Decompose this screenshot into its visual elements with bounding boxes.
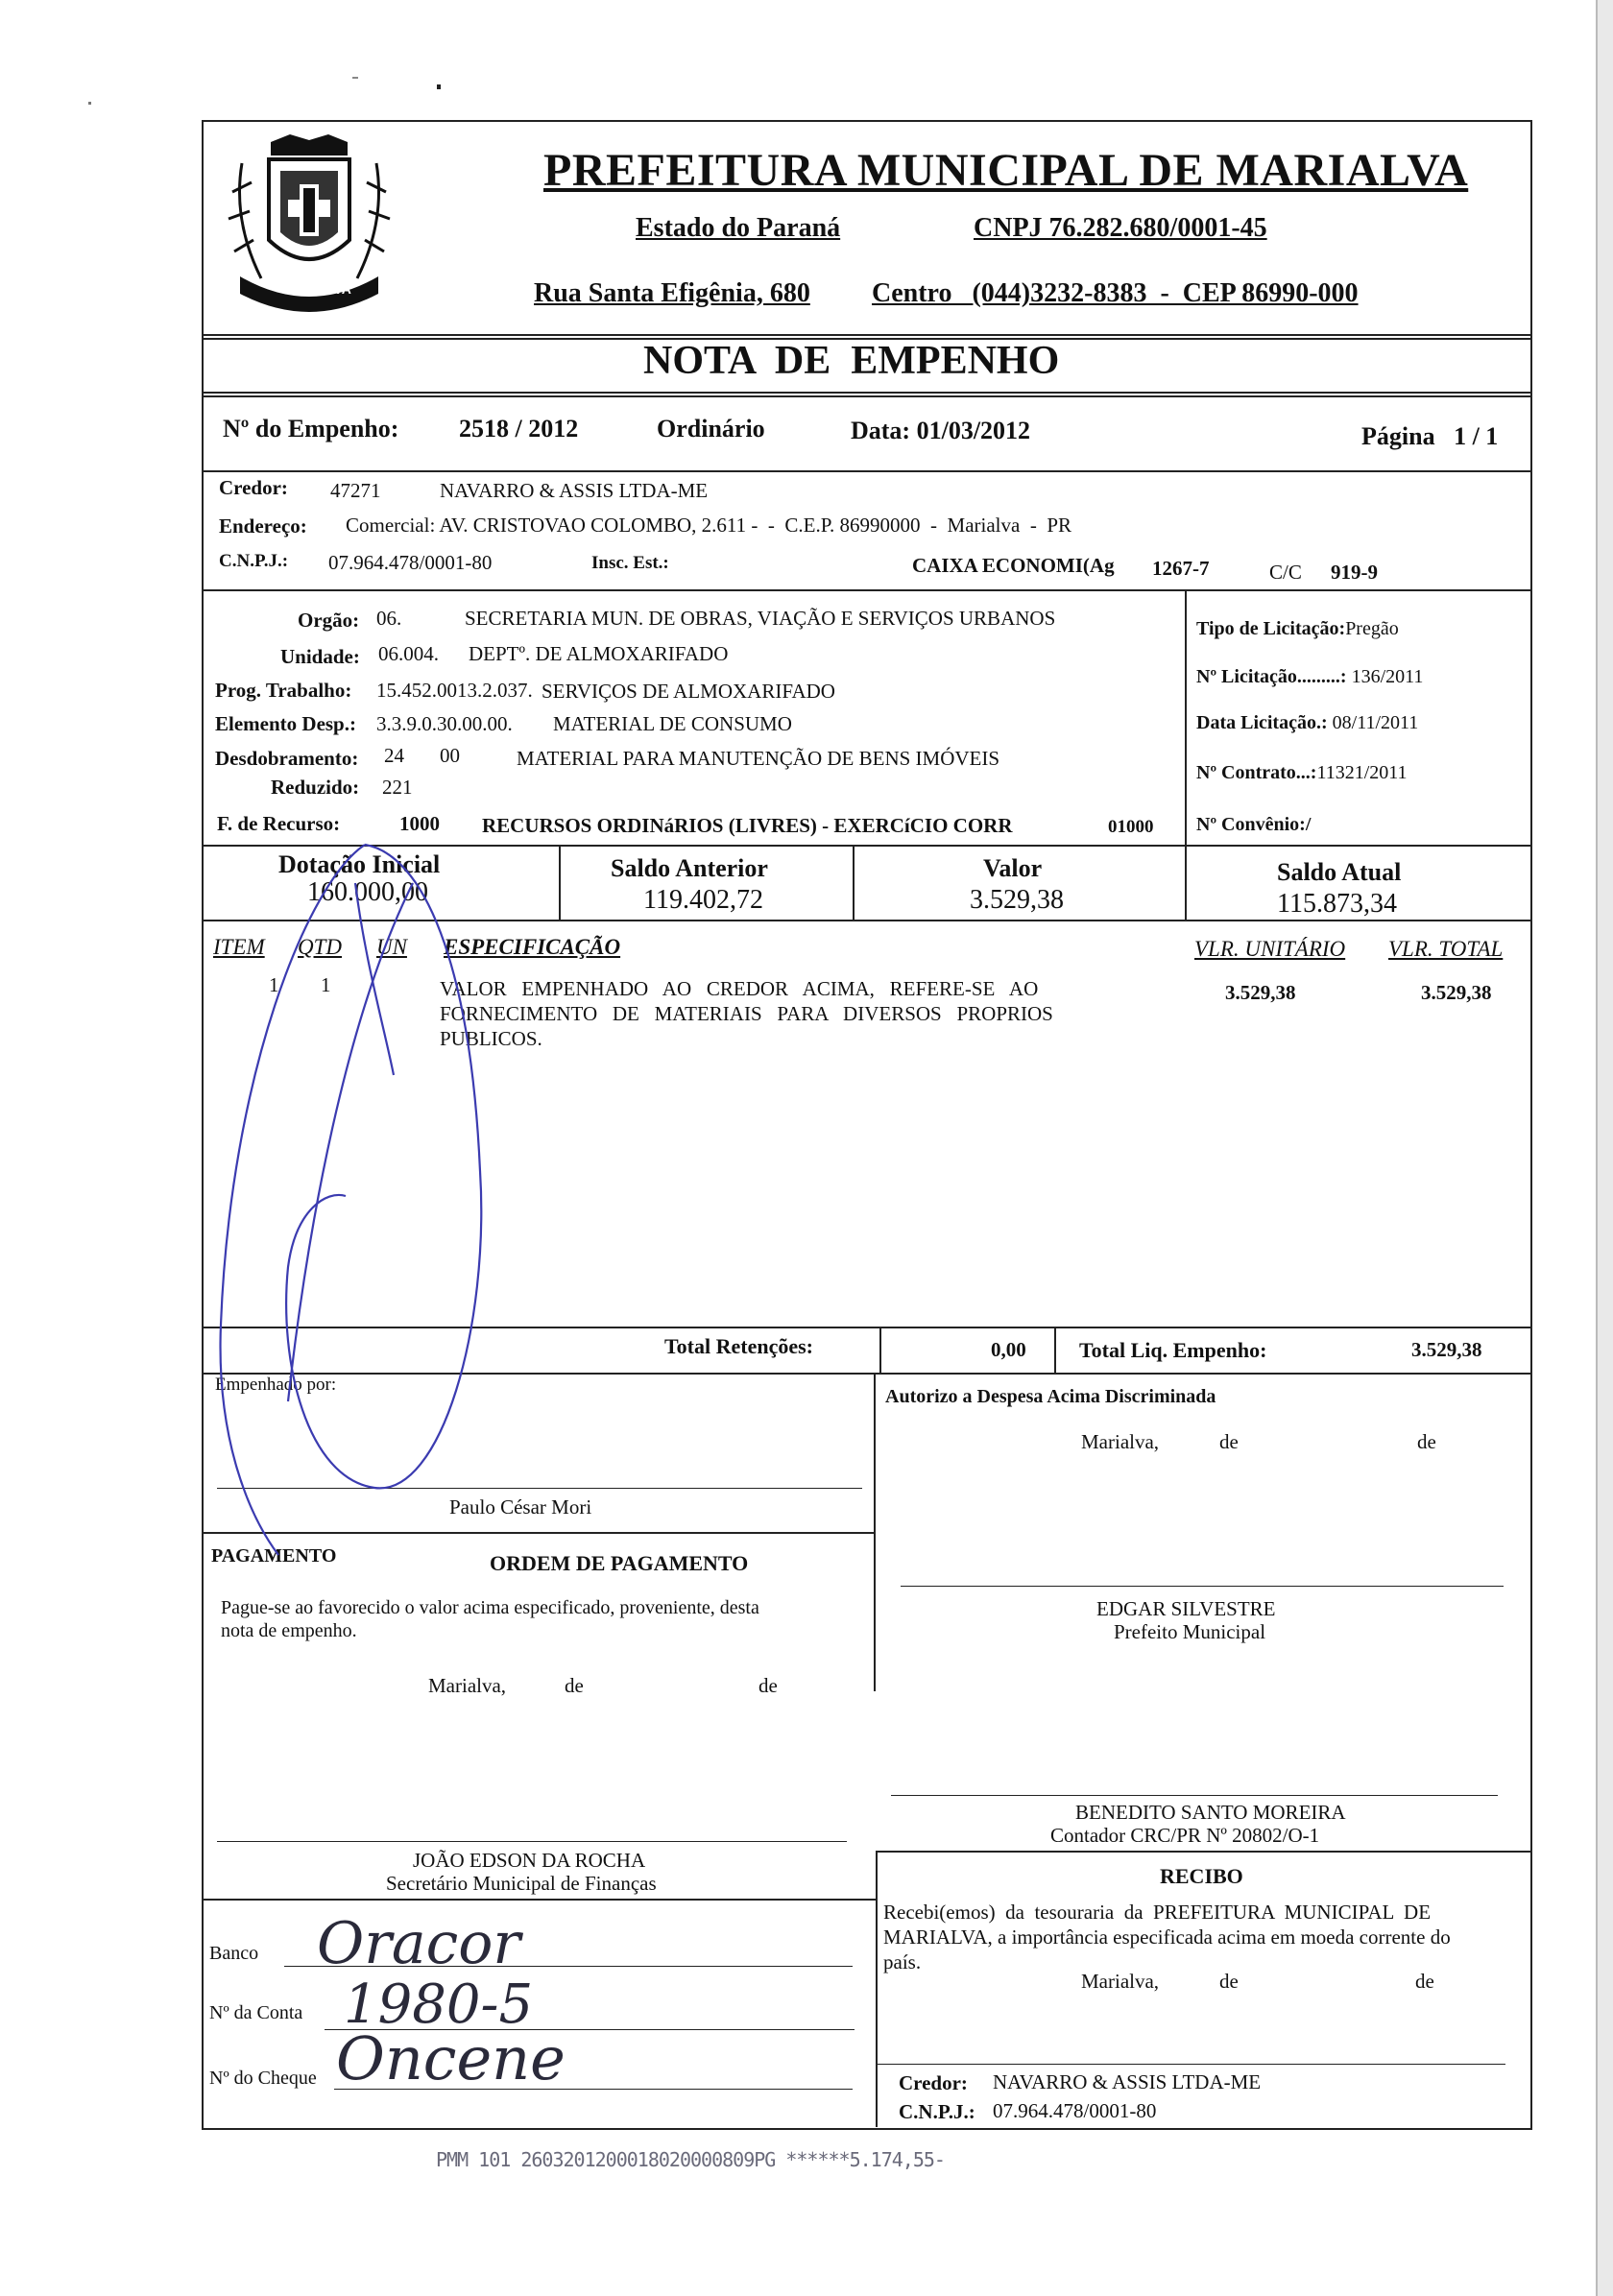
conta-label: Nº da Conta [209, 2002, 303, 2023]
crest-ribbon-text: MARIALVA [282, 281, 351, 297]
autorizo-place: Marialva, [1081, 1430, 1160, 1453]
ordem-pagamento-title: ORDEM DE PAGAMENTO [490, 1551, 749, 1575]
accountant-name: BENEDITO SANTO MOREIRA [1075, 1801, 1346, 1824]
banco-handwriting: Oracor [317, 1910, 521, 1977]
empenho-number: 2518 / 2012 [459, 415, 579, 442]
row-total-value: 3.529,38 [1421, 981, 1492, 1004]
row-spec-line1: VALOR EMPENHADO AO CREDOR ACIMA, REFERE-SE AO [440, 977, 1039, 1000]
pagamento-text1: Pague-se ao favorecido o valor acima especificado, proveniente, desta [221, 1597, 759, 1618]
insc-label: Insc. Est.: [591, 553, 669, 573]
mayor-name: EDGAR SILVESTRE [1096, 1597, 1276, 1620]
saldo-anterior-label: Saldo Anterior [611, 854, 768, 882]
saldo-atual-value: 115.873,34 [1277, 889, 1397, 919]
recibo-de2: de [1415, 1970, 1434, 1993]
empenho-type: Ordinário [657, 415, 765, 442]
recurso-code2: 01000 [1108, 817, 1154, 837]
address-field-label: Endereço: [219, 514, 307, 538]
empenhado-por-label: Empenhado por: [215, 1375, 337, 1395]
secretary-title: Secretário Municipal de Finanças [386, 1872, 657, 1895]
banco-label: Banco [209, 1943, 259, 1964]
document-title: NOTA DE EMPENHO [643, 339, 1060, 383]
state-label: Estado do Paraná [636, 213, 841, 243]
elemento-code: 3.3.9.0.30.00.00. [376, 712, 513, 735]
liq-empenho-value: 3.529,38 [1411, 1338, 1482, 1361]
page-number: Página 1 / 1 [1361, 422, 1499, 450]
pagamento-place: Marialva, [428, 1674, 507, 1697]
licitacao-type-label: Tipo de Licitação:Pregão [1196, 618, 1399, 639]
pagamento-text2: nota de empenho. [221, 1620, 357, 1641]
recibo-title: RECIBO [1160, 1864, 1243, 1888]
recibo-credor-name: NAVARRO & ASSIS LTDA-ME [993, 2070, 1262, 2093]
saldo-atual-label: Saldo Atual [1277, 858, 1402, 886]
col-vlr-total: VLR. TOTAL [1388, 937, 1504, 961]
recurso-desc: RECURSOS ORDINáRIOS (LIVRES) - EXERCíCIO CORR [482, 814, 1013, 837]
address-label: Rua Santa Efigênia, 680 [534, 278, 810, 308]
reduzido-code: 221 [382, 776, 413, 799]
col-item: ITEM [213, 935, 265, 959]
reduzido-label: Reduzido: [271, 776, 360, 799]
secretary-name: JOÃO EDSON DA ROCHA [413, 1849, 646, 1872]
credor-address: Comercial: AV. CRISTOVAO COLOMBO, 2.611 - - C.E.P. 86990000 - Marialva - PR [346, 514, 1072, 537]
elemento-label: Elemento Desp.: [215, 712, 356, 735]
autorizo-label: Autorizo a Despesa Acima Discriminada [885, 1386, 1216, 1407]
desdobramento-label: Desdobramento: [215, 747, 359, 770]
cnpj-field-label: C.N.P.J.: [219, 551, 289, 571]
saldo-anterior-value: 119.402,72 [643, 885, 763, 915]
autorizo-de2: de [1417, 1430, 1436, 1453]
row-spec-line2: FORNECIMENTO DE MATERIAIS PARA DIVERSOS PROPRIOS [440, 1002, 1053, 1025]
dotacao-value: 160.000,00 [307, 877, 428, 907]
ink-annotation [192, 825, 691, 1574]
cc-number: 919-9 [1331, 561, 1378, 584]
unidade-desc: DEPTº. DE ALMOXARIFADO [469, 642, 729, 665]
recurso-label: F. de Recurso: [217, 812, 341, 835]
scan-speck [88, 102, 91, 105]
retencoes-value: 0,00 [991, 1338, 1026, 1361]
col-especificacao: ESPECIFICAÇÃO [444, 935, 621, 959]
pagamento-de1: de [565, 1674, 584, 1697]
scan-speck [352, 77, 358, 79]
row-qtd: 1 [321, 973, 331, 996]
contrato-label: Nº Contrato...:11321/2011 [1196, 762, 1408, 783]
prog-label: Prog. Trabalho: [215, 679, 352, 702]
credor-label: Credor: [219, 476, 288, 499]
convenio-label: Nº Convênio:/ [1196, 814, 1312, 835]
phone-cep-label: Centro (044)3232-8383 - CEP 86990-000 [872, 278, 1359, 308]
recibo-place: Marialva, [1081, 1970, 1160, 1993]
desdobramento-code2: 00 [440, 744, 460, 767]
recibo-credor-label: Credor: [899, 2071, 968, 2094]
scan-speck [437, 84, 441, 89]
cc-label: C/C [1269, 561, 1302, 584]
mayor-title: Prefeito Municipal [1114, 1620, 1266, 1643]
pagamento-de2: de [758, 1674, 778, 1697]
empenhado-signer: Paulo César Mori [449, 1495, 592, 1519]
bank-name: CAIXA ECONOMI(Ag [912, 554, 1115, 577]
empenho-date: Data: 01/03/2012 [851, 417, 1031, 444]
valor-label: Valor [983, 854, 1043, 882]
payment-stamp: PMM 101 2603201200018020000809PG ******5.174,55- [436, 2148, 945, 2171]
credor-cnpj: 07.964.478/0001-80 [328, 551, 493, 574]
row-spec-line3: PUBLICOS. [440, 1027, 542, 1050]
cnpj-label: CNPJ 76.282.680/0001-45 [974, 213, 1267, 243]
cheque-label: Nº do Cheque [209, 2068, 317, 2089]
col-qtd: QTD [298, 935, 343, 959]
recibo-text3: país. [883, 1950, 922, 1973]
recurso-code: 1000 [399, 812, 440, 835]
col-un: UN [376, 935, 407, 959]
conta-handwriting: 1980-5 [344, 1973, 534, 2036]
licitacao-number-label: Nº Licitação.........: 136/2011 [1196, 666, 1424, 687]
pagamento-label: PAGAMENTO [211, 1545, 337, 1567]
row-item: 1 [269, 973, 279, 996]
cheque-handwriting: Oncene [336, 2023, 566, 2093]
recibo-de1: de [1219, 1970, 1239, 1993]
elemento-desc: MATERIAL DE CONSUMO [553, 712, 792, 735]
crest-logo [213, 125, 405, 322]
dotacao-label: Dotação Inicial [278, 850, 441, 878]
bank-agency: 1267-7 [1152, 557, 1210, 580]
orgao-desc: SECRETARIA MUN. DE OBRAS, VIAÇÃO E SERVIÇOS URBANOS [465, 607, 1056, 630]
credor-name: NAVARRO & ASSIS LTDA-ME [440, 479, 709, 502]
prog-code: 15.452.0013.2.037. [376, 679, 533, 702]
recibo-text2: MARIALVA, a importância especificada acima em moeda corrente do [883, 1925, 1451, 1949]
unidade-code: 06.004. [378, 642, 439, 665]
recibo-text1: Recebi(emos) da tesouraria da PREFEITURA MUNICIPAL DE [883, 1901, 1432, 1924]
desdobramento-code: 24 [384, 744, 404, 767]
scan-edge [1596, 0, 1613, 2296]
row-unit-value: 3.529,38 [1225, 981, 1296, 1004]
retencoes-label: Total Retenções: [664, 1334, 813, 1358]
recibo-cnpj-label: C.N.P.J.: [899, 2100, 975, 2123]
desdobramento-desc: MATERIAL PARA MANUTENÇÃO DE BENS IMÓVEIS [517, 747, 1000, 770]
orgao-code: 06. [376, 607, 402, 630]
municipality-title: PREFEITURA MUNICIPAL DE MARIALVA [543, 145, 1469, 196]
valor-value: 3.529,38 [970, 885, 1064, 915]
autorizo-de1: de [1219, 1430, 1239, 1453]
prog-desc: SERVIÇOS DE ALMOXARIFADO [542, 680, 835, 703]
credor-code: 47271 [330, 479, 381, 502]
accountant-title: Contador CRC/PR Nº 20802/O-1 [1050, 1824, 1320, 1847]
col-vlr-unitario: VLR. UNITÁRIO [1194, 937, 1346, 961]
liq-empenho-label: Total Liq. Empenho: [1079, 1338, 1267, 1362]
licitacao-date-label: Data Licitação.: 08/11/2011 [1196, 712, 1419, 733]
unidade-label: Unidade: [280, 645, 360, 668]
empenho-number-label: Nº do Empenho: [223, 415, 399, 442]
recibo-cnpj: 07.964.478/0001-80 [993, 2099, 1157, 2122]
orgao-label: Orgão: [298, 609, 360, 632]
